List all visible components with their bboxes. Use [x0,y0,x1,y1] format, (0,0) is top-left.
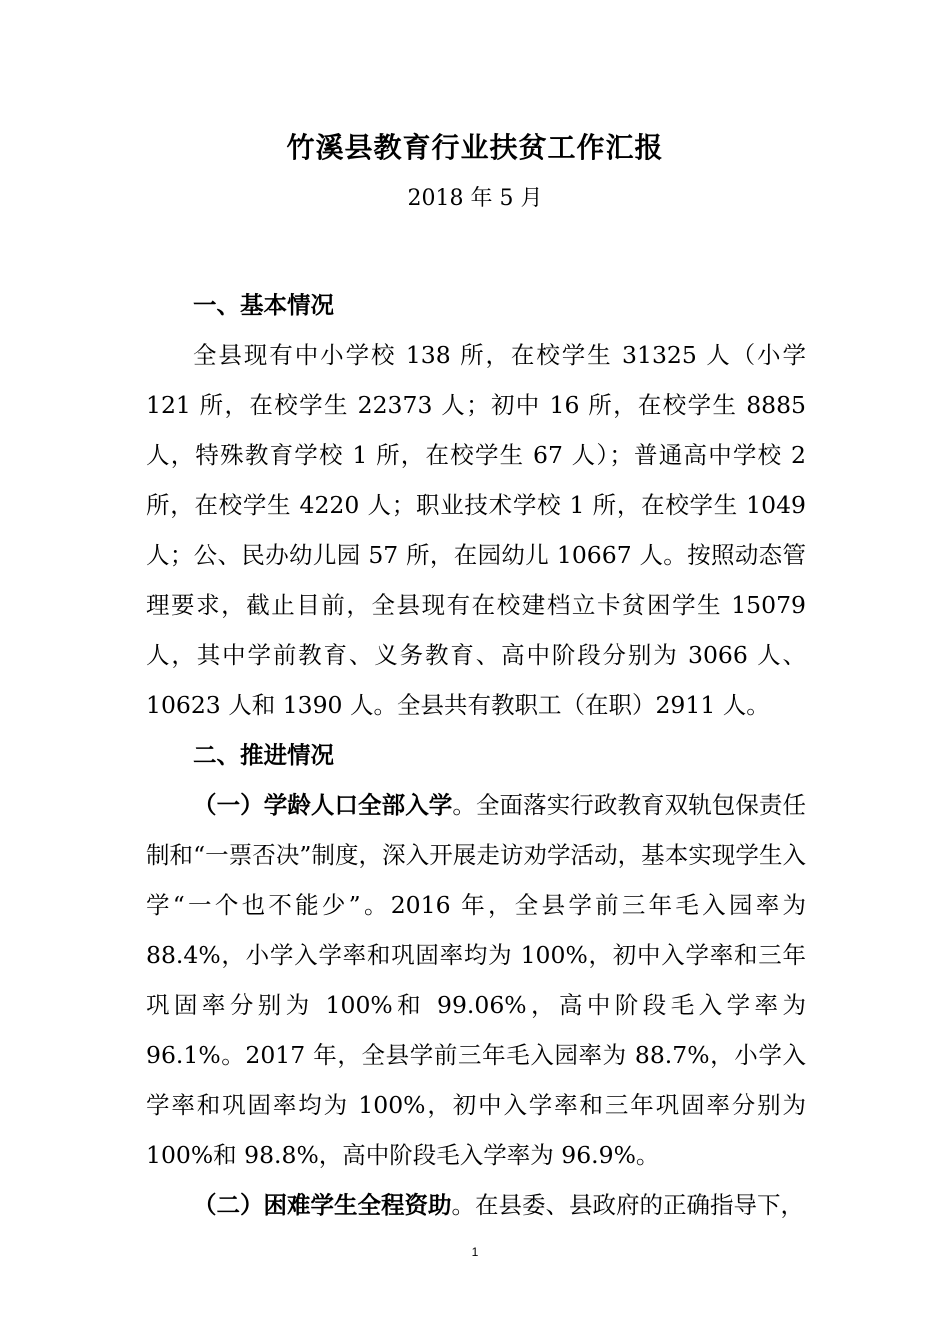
document-date: 2018 年 5 月 [407,186,543,211]
section-heading-basic: 一、基本情况 [193,291,334,319]
section-heading-progress: 二、推进情况 [193,741,334,769]
paragraph-student-aid [146,1180,806,1230]
paragraph-text: 全县现有中小学校 138 所，在校学生 31325 人（小学 121 所，在校学生 22373 人；初中 16 所，在校学生 8885 人，特殊教育学校 1 所，在校学生 67 人）；普通高中学校 2 所，在校学生 4220 人；职业技术学校 1 所，在校学生 1049 人；公、民办幼儿园 57 所，在园幼儿 10667 人。按照动态管理要求，截止目前，全县现有在校建档立卡贫困学生 15079 人，其中学前教育、义务教育、高中阶段分别为 3066 人、10623 人和 1390 人。全县共有教职工（在职）2911 人。 [146,341,806,719]
paragraph-basic-situation [146,330,806,730]
paragraph-lead-aid: （二）困难学生全程资助 [193,1191,452,1219]
document-body [146,280,806,1230]
document-title: 竹溪县教育行业扶贫工作汇报 [286,131,664,164]
paragraph-text-aid: 。在县委、县政府的正确指导下， [451,1191,804,1219]
paragraph-lead-enrollment: （一）学龄人口全部入学 [193,791,453,819]
paragraph-text-enrollment: 。全面落实行政教育双轨包保责任制和“一票否决”制度，深入开展走访劝学活动，基本实现学生入学“一个也不能少”。2016 年，全县学前三年毛入园率为 88.4%，小学入学率和巩固率均为 100%，初中入学率和三年巩固率分别为 100%和 99.06%，高中阶段毛入学率为 96.1%。2017 年，全县学前三年毛入园率为 88.7%，小学入学率和巩固率均为 100%，初中入学率和三年巩固率分别为 100%和 98.8%，高中阶段毛入学率为 96.9%。 [146,791,807,1169]
page-number: 1 [471,1245,479,1259]
paragraph-enrollment [146,780,806,1180]
